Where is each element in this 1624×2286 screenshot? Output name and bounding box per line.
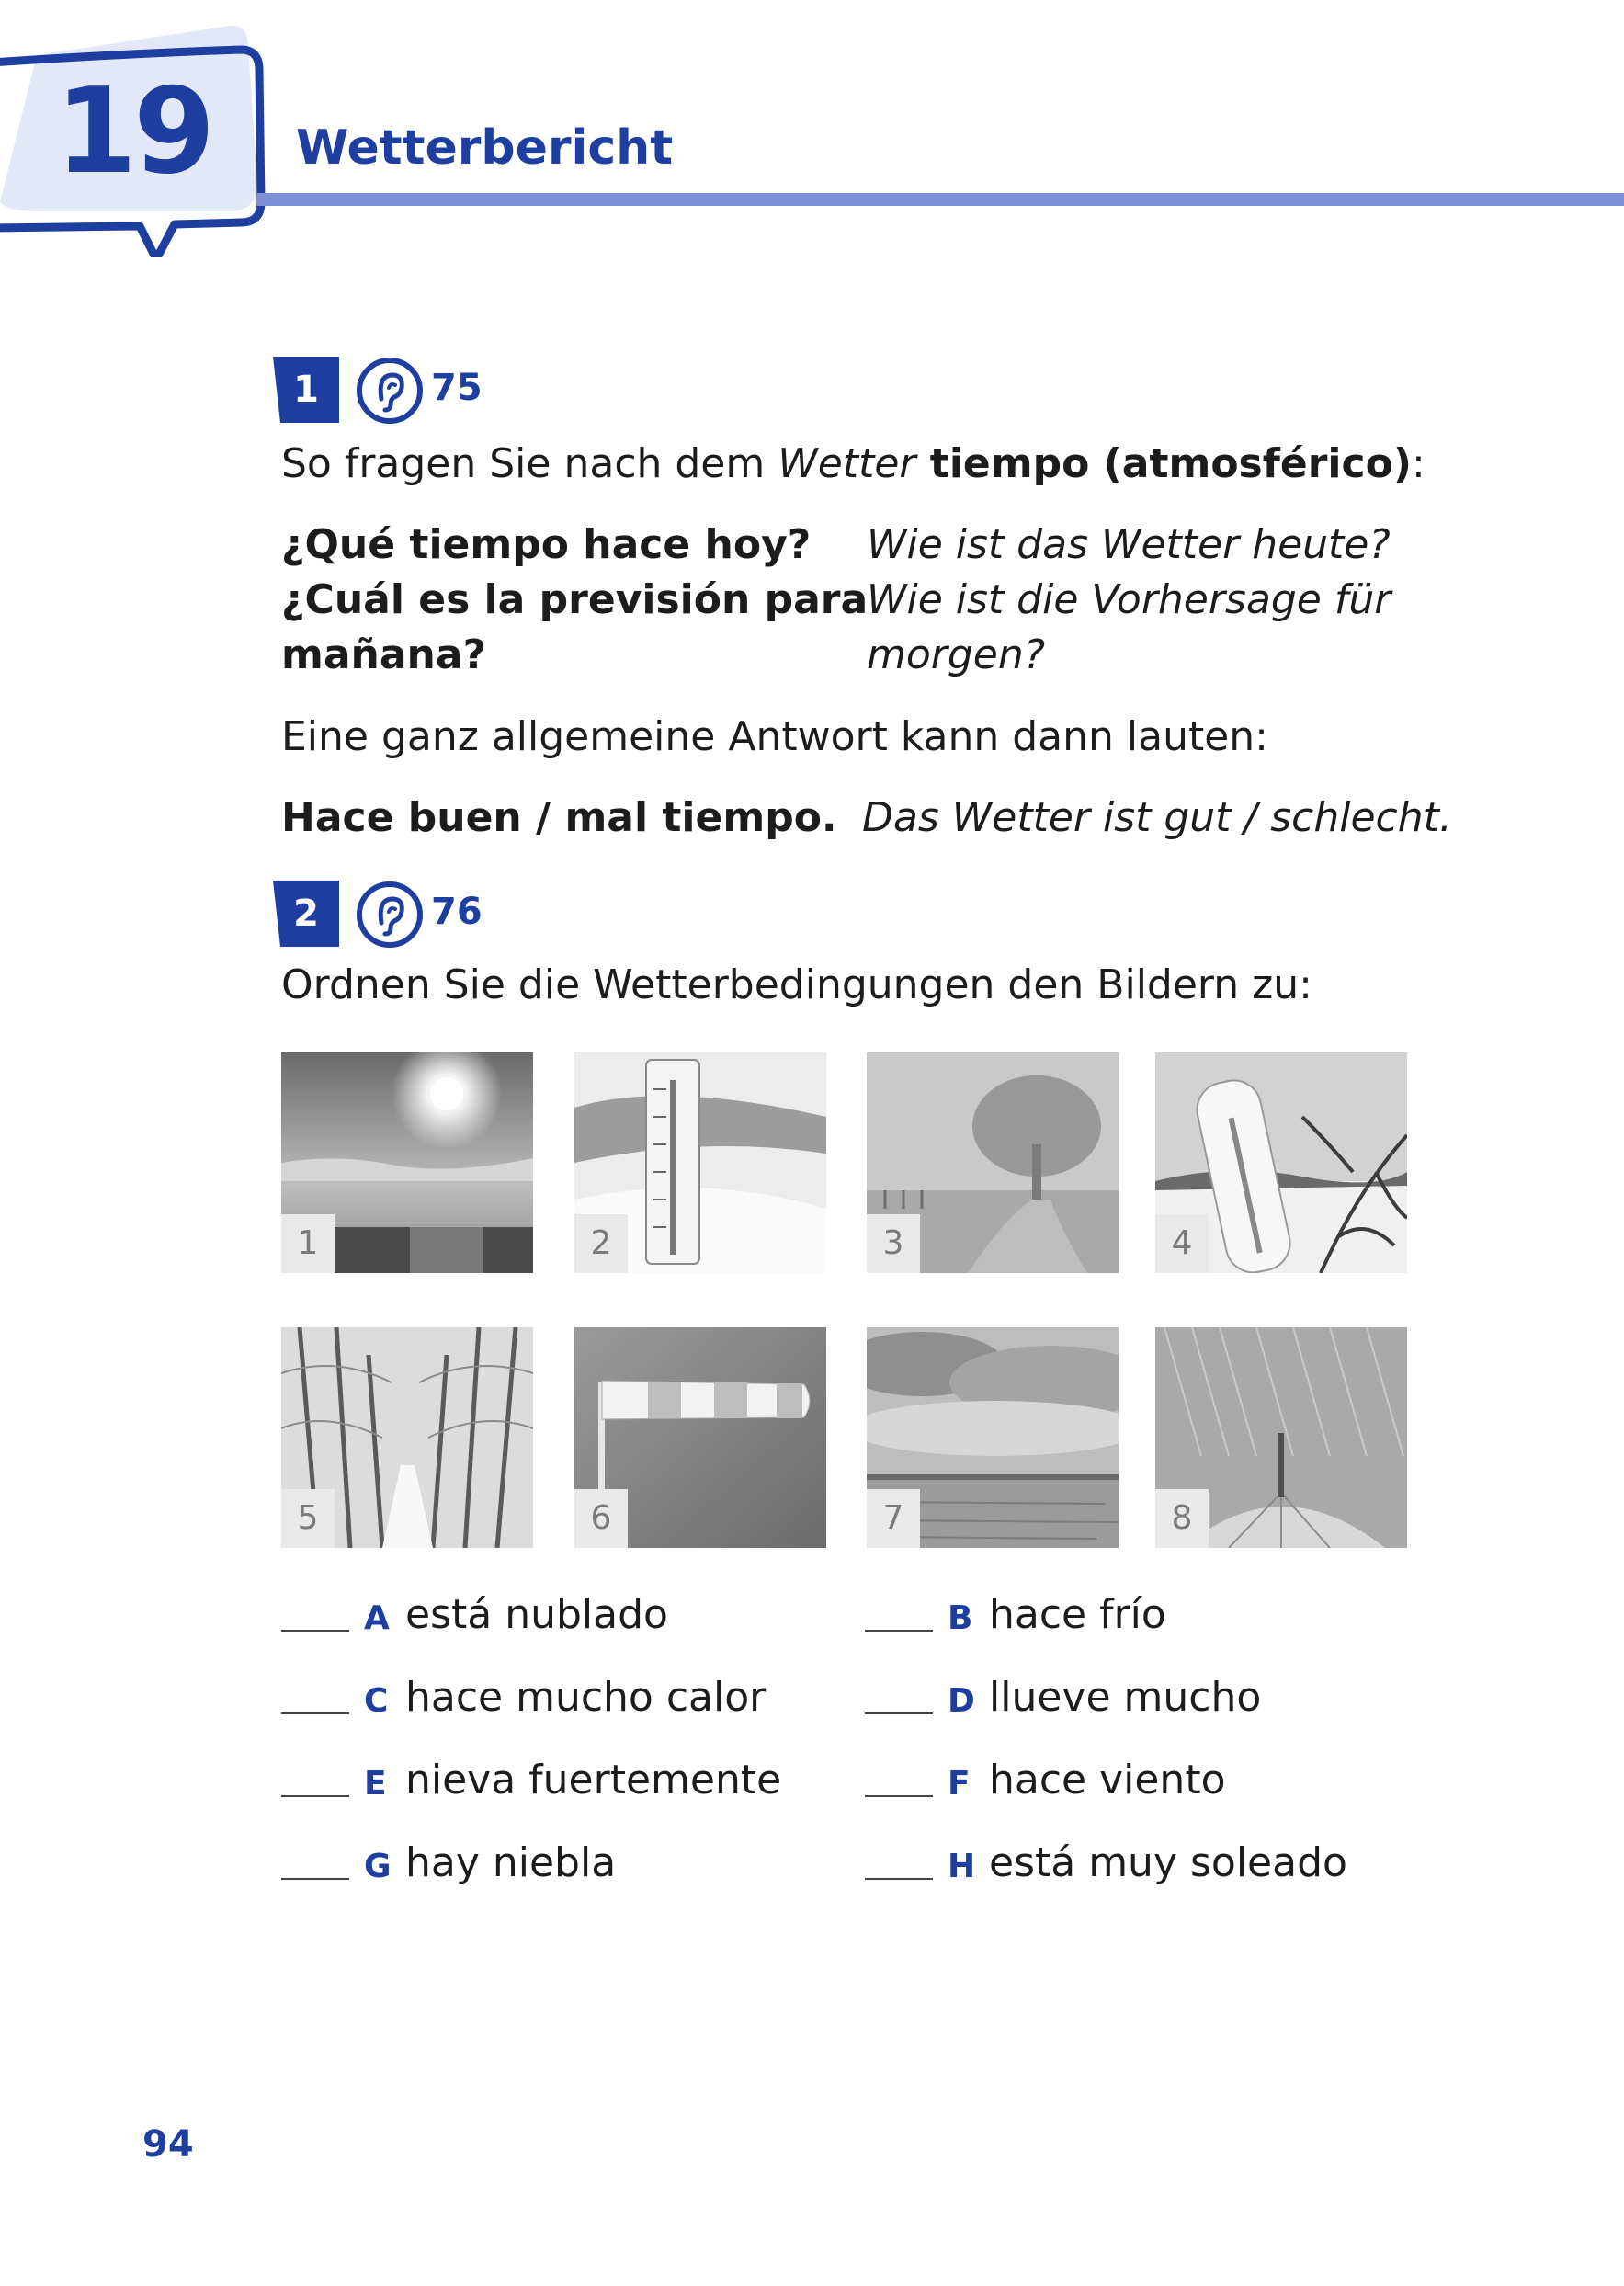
photo-number: 5 — [281, 1489, 335, 1548]
answer-letter: D — [948, 1682, 975, 1720]
exercise-2-heading — [273, 881, 641, 949]
answer-blank[interactable] — [865, 1630, 933, 1632]
answer-blank[interactable] — [865, 1712, 933, 1714]
answer-blank[interactable] — [865, 1795, 933, 1797]
answer-row-g — [281, 1836, 741, 1891]
exercise-number: 1 — [293, 369, 319, 411]
page-number: 94 — [142, 2123, 194, 2166]
answer-letter: F — [948, 1765, 971, 1803]
audio-ear-icon[interactable] — [356, 881, 424, 949]
photo-2 — [574, 1052, 826, 1273]
photo-number: 2 — [574, 1214, 628, 1273]
audio-ear-icon[interactable] — [356, 357, 424, 425]
photo-4 — [1155, 1052, 1407, 1273]
phrase-de-1: Wie ist das Wetter heute? — [867, 521, 1391, 568]
photo-8 — [1155, 1327, 1407, 1548]
chapter-number: 19 — [55, 63, 212, 200]
answer-text: hay niebla — [405, 1839, 617, 1886]
phrase-de-2-line2: morgen? — [867, 631, 1046, 678]
chapter-title: Wetterbericht — [296, 120, 674, 176]
answer-es: Hace buen / mal tiempo. — [281, 794, 837, 841]
phrase-es-2-line1: ¿Cuál es la previsión para — [281, 576, 869, 623]
exercise-1-heading — [273, 357, 641, 425]
intro-german-word: Wetter — [778, 440, 916, 487]
answer-row-c — [281, 1670, 767, 1725]
answer-letter: G — [364, 1848, 392, 1885]
answer-blank[interactable] — [281, 1630, 349, 1632]
answer-text: hace frío — [989, 1591, 1166, 1638]
answer-letter: A — [364, 1599, 390, 1637]
answer-letter: E — [364, 1765, 387, 1803]
exercise-2-instruction: Ordnen Sie die Wetterbedingungen den Bildern zu: — [281, 961, 1312, 1008]
answer-text: está nublado — [405, 1591, 668, 1638]
answer-text: hace viento — [989, 1757, 1226, 1803]
exercise-number: 2 — [293, 893, 319, 935]
phrase-es-1: ¿Qué tiempo hace hoy? — [281, 521, 812, 568]
photo-3 — [867, 1052, 1119, 1273]
photo-1 — [281, 1052, 533, 1273]
photo-number: 1 — [281, 1214, 335, 1273]
audio-track-number: 76 — [431, 891, 483, 933]
answer-row-e — [281, 1753, 782, 1808]
intro-text: So fragen Sie nach dem — [281, 440, 778, 487]
answer-text: hace mucho calor — [405, 1674, 767, 1721]
exercise-1-intro — [281, 437, 1425, 492]
answer-text: llueve mucho — [989, 1674, 1262, 1721]
answer-blank[interactable] — [865, 1878, 933, 1880]
answer-row-b — [865, 1587, 1324, 1643]
answer-row-h — [865, 1836, 1347, 1891]
answer-letter: B — [948, 1599, 973, 1637]
answer-row-f — [865, 1753, 1324, 1808]
intro-spanish-term: tiempo (atmosférico) — [915, 440, 1412, 487]
photo-5 — [281, 1327, 533, 1548]
answer-text: nieva fuertemente — [405, 1757, 782, 1803]
answer-blank[interactable] — [281, 1795, 349, 1797]
answer-blank[interactable] — [281, 1712, 349, 1714]
intro-colon: : — [1411, 440, 1425, 487]
phrase-es-2-line2: mañana? — [281, 631, 487, 678]
photo-6 — [574, 1327, 826, 1548]
photo-7 — [867, 1327, 1119, 1548]
phrase-de-2-line1: Wie ist die Vorhersage für — [867, 576, 1391, 623]
photo-number: 4 — [1155, 1214, 1209, 1273]
photo-number: 7 — [867, 1489, 920, 1548]
answer-row-a — [281, 1587, 741, 1643]
photo-number: 8 — [1155, 1489, 1209, 1548]
photo-number: 6 — [574, 1489, 628, 1548]
answer-text: está muy soleado — [989, 1839, 1347, 1886]
audio-track-number: 75 — [431, 367, 483, 409]
header-rule — [257, 193, 1624, 206]
answer-letter: H — [948, 1848, 976, 1885]
answer-letter: C — [364, 1682, 389, 1720]
answer-row-d — [865, 1670, 1324, 1725]
photo-number: 3 — [867, 1214, 920, 1273]
answer-intro: Eine ganz allgemeine Antwort kann dann lauten: — [281, 713, 1269, 760]
answer-de: Das Wetter ist gut / schlecht. — [862, 794, 1452, 841]
answer-blank[interactable] — [281, 1878, 349, 1880]
